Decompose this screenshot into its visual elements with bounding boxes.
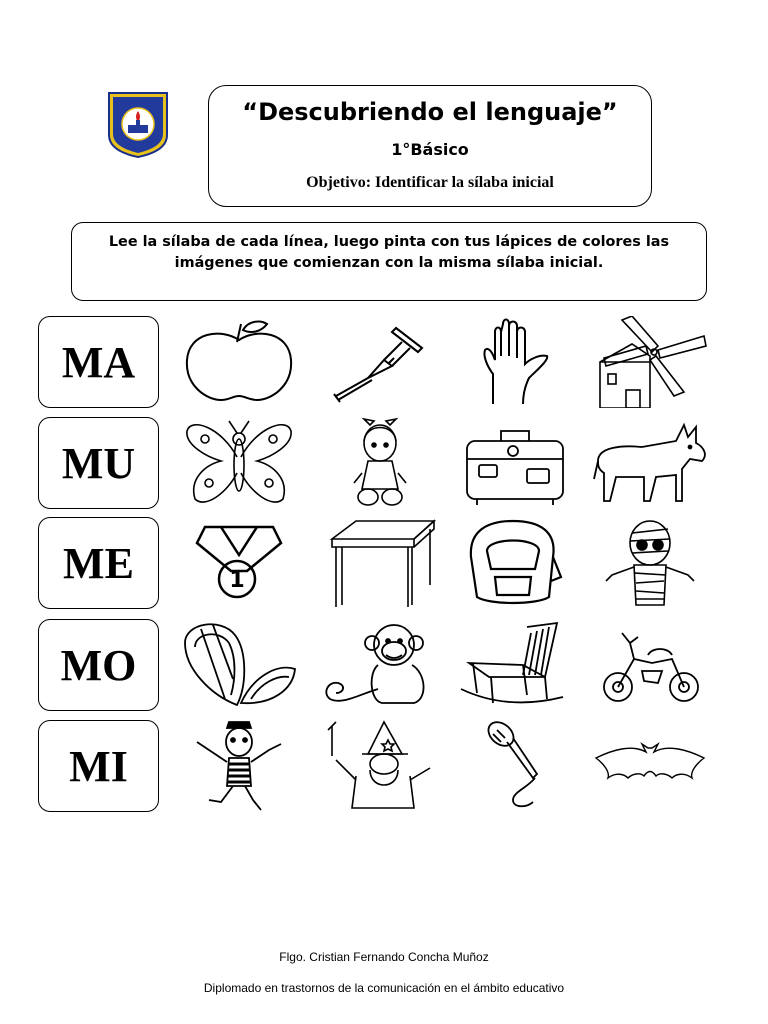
crutch-icon[interactable]: [322, 316, 438, 408]
bat-icon[interactable]: [592, 720, 708, 812]
syllable-box-me: ME: [38, 517, 159, 609]
title-box: [208, 85, 652, 207]
instructions-box: [71, 222, 707, 301]
grade-level: 1°Básico: [391, 140, 469, 159]
hand-icon[interactable]: [457, 316, 573, 408]
backpack-icon[interactable]: [457, 517, 573, 609]
mummy-icon[interactable]: [592, 517, 708, 609]
footer-course: Diplomado en trastornos de la comunicación en el ámbito educativo: [203, 981, 565, 995]
apple-icon[interactable]: [181, 316, 297, 408]
suitcase-icon[interactable]: [457, 417, 573, 509]
microphone-icon[interactable]: [457, 720, 573, 812]
medal-icon[interactable]: [181, 517, 297, 609]
instructions-line-2: imágenes que comienzan con la misma sílaba inicial.: [174, 255, 604, 271]
motorcycle-icon[interactable]: [592, 619, 708, 711]
melon-icon[interactable]: [181, 619, 297, 711]
footer-author: Flgo. Cristian Fernando Concha Muñoz: [279, 950, 489, 964]
table-icon[interactable]: [322, 517, 438, 609]
worksheet-title: “Descubriendo el lenguaje”: [242, 98, 618, 126]
monkey-icon[interactable]: [322, 619, 438, 711]
syllable-box-mu: MU: [38, 417, 159, 509]
syllable-box-mi: MI: [38, 720, 159, 812]
windmill-icon[interactable]: [592, 316, 708, 408]
objective-text: Objetivo: Identificar la sílaba inicial: [306, 174, 554, 191]
syllable-box-mo: MO: [38, 619, 159, 711]
instructions-line-1: Lee la sílaba de cada línea, luego pinta con tus lápices de colores las: [108, 234, 670, 250]
school-logo: [107, 91, 169, 159]
donkey-icon[interactable]: [592, 417, 708, 509]
medal-number: 1: [229, 568, 245, 593]
butterfly-icon[interactable]: [181, 417, 297, 509]
wizard-icon[interactable]: [322, 720, 438, 812]
rocking-chair-icon[interactable]: [457, 619, 573, 711]
doll-icon[interactable]: [322, 417, 438, 509]
mime-icon[interactable]: [181, 720, 297, 812]
syllable-box-ma: MA: [38, 316, 159, 408]
